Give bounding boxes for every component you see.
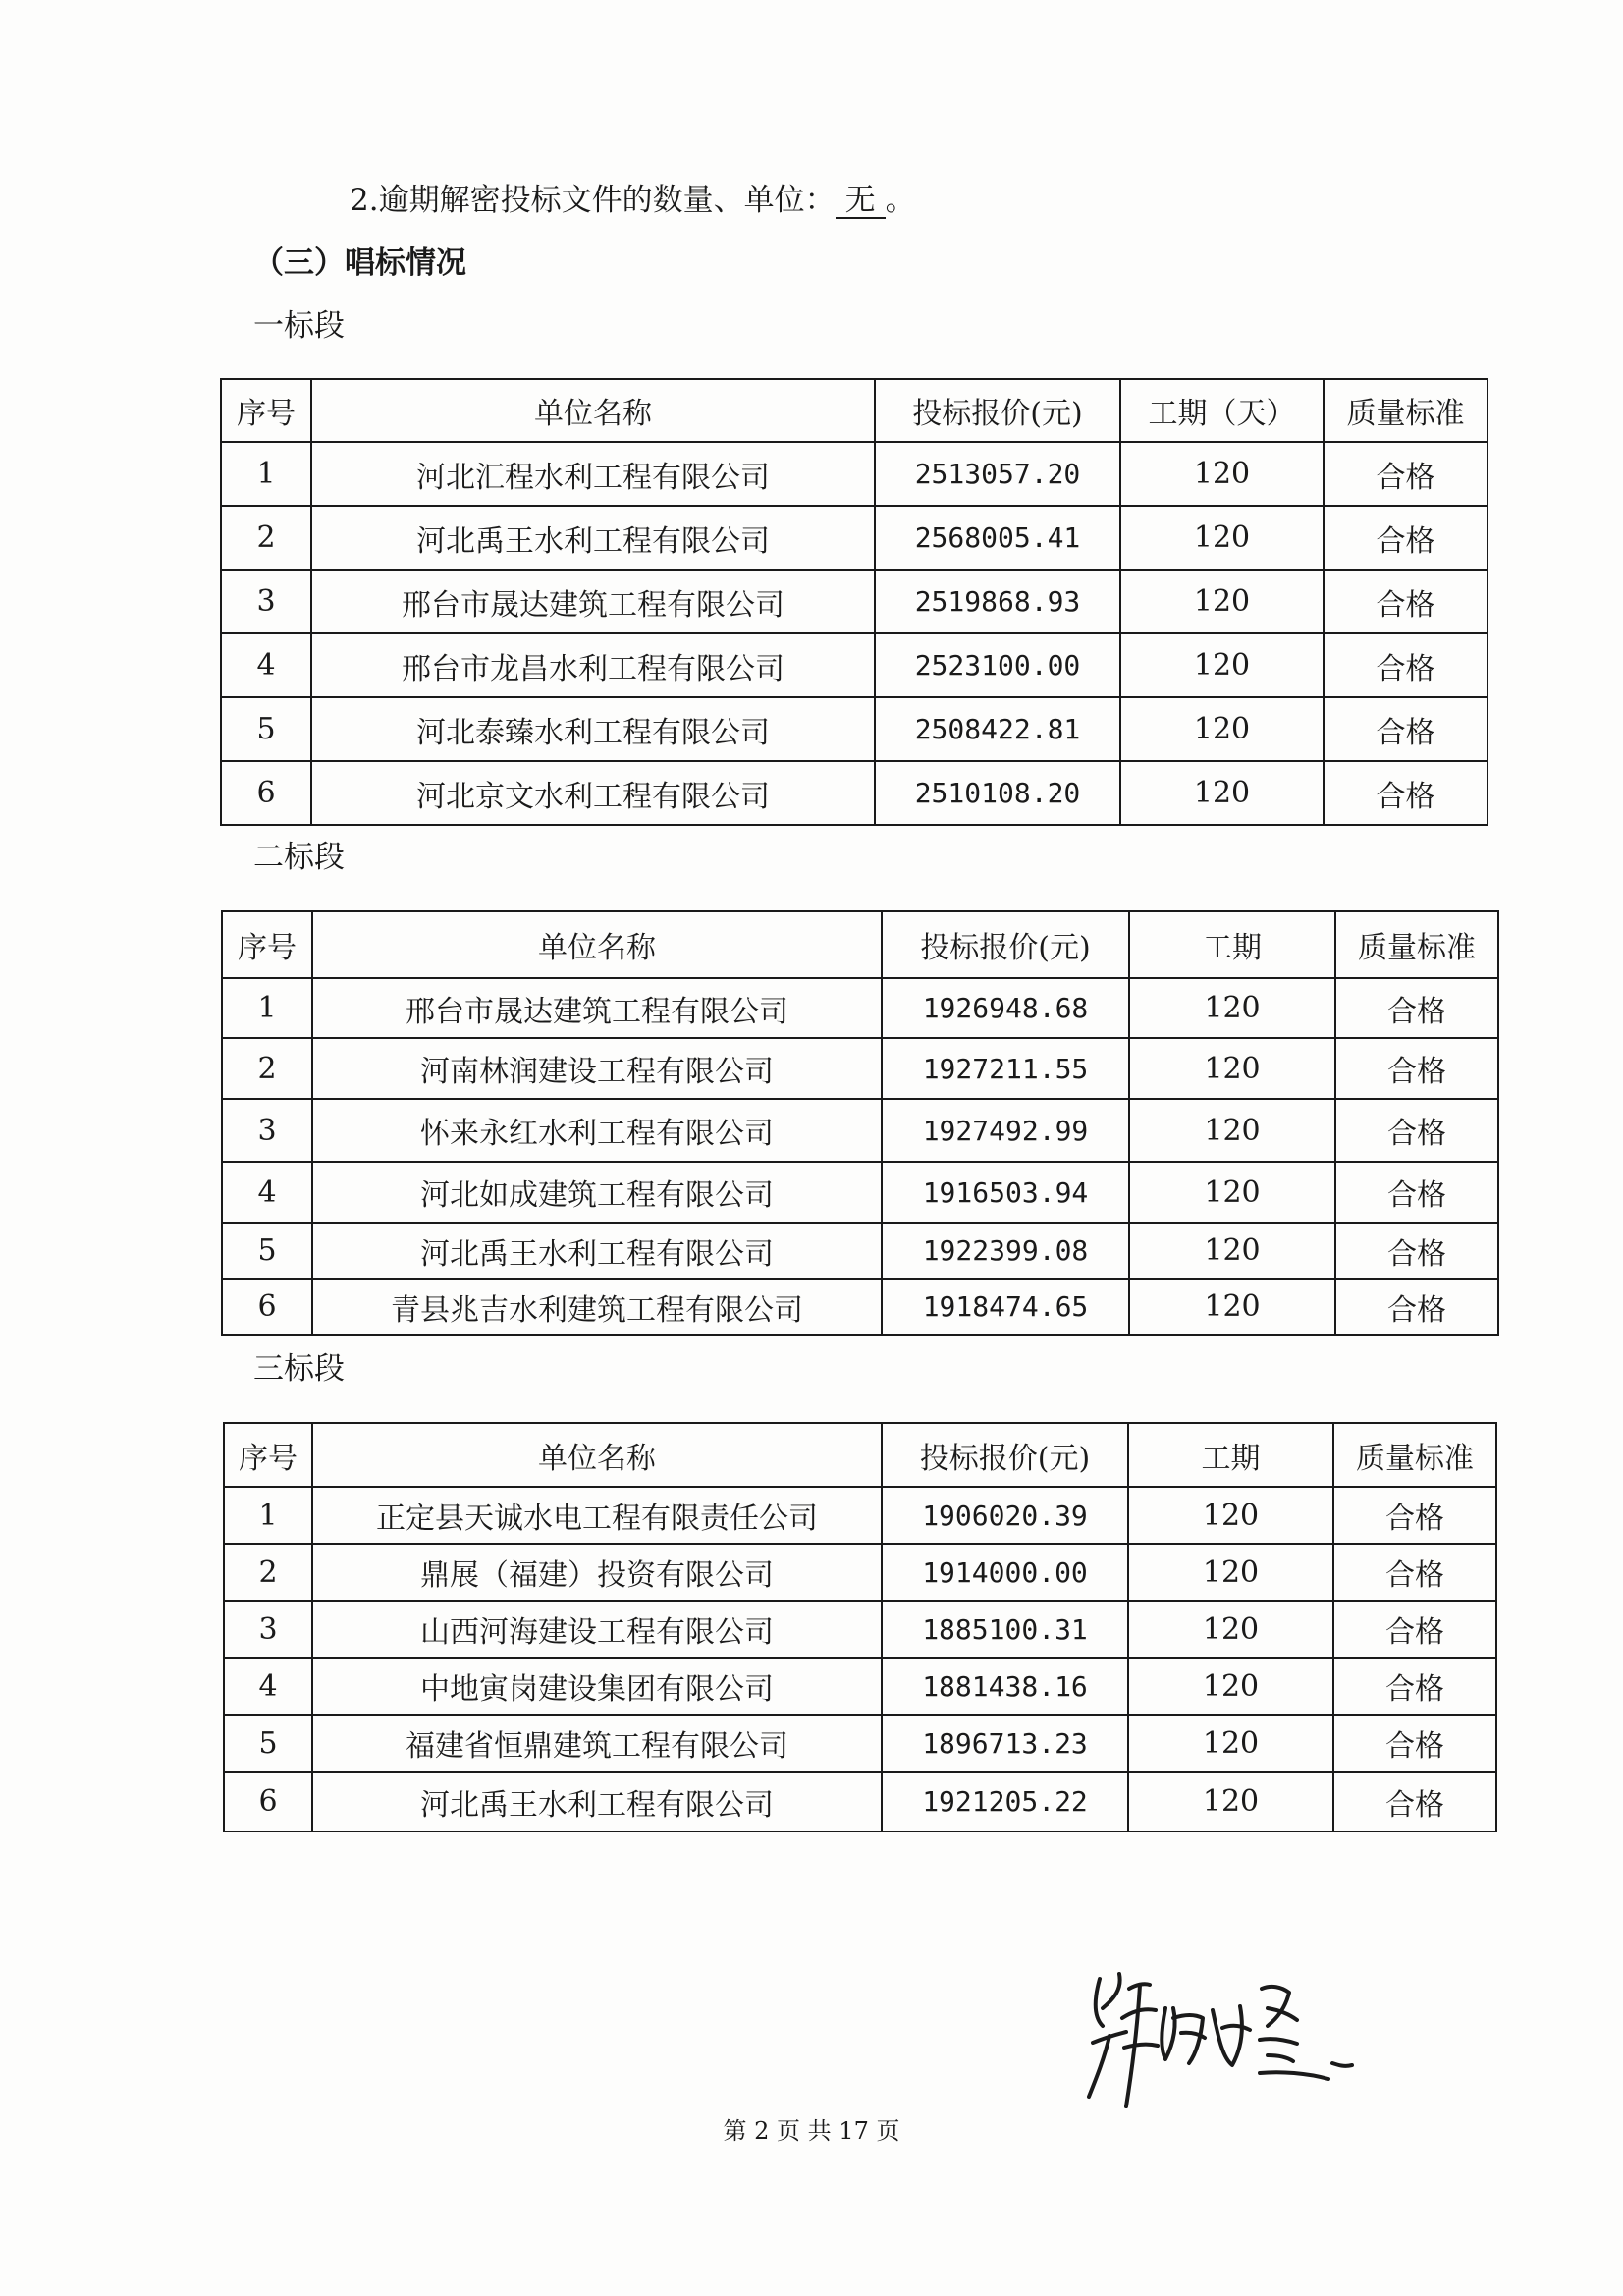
header-company: 单位名称 [312, 911, 882, 978]
cell-company: 河北泰臻水利工程有限公司 [311, 697, 875, 761]
table-header-row [222, 911, 1498, 978]
table-row [222, 1038, 1498, 1099]
cell-quality: 合格 [1324, 506, 1488, 570]
table-row [221, 570, 1488, 633]
cell-company: 邢台市龙昌水利工程有限公司 [311, 633, 875, 697]
cell-price: 1926948.68 [882, 978, 1129, 1038]
cell-company: 鼎展（福建）投资有限公司 [312, 1544, 882, 1601]
cell-quality: 合格 [1324, 761, 1488, 825]
cell-quality: 合格 [1324, 633, 1488, 697]
cell-company: 福建省恒鼎建筑工程有限公司 [312, 1715, 882, 1772]
header-company: 单位名称 [311, 379, 875, 442]
cell-duration: 120 [1129, 1279, 1335, 1335]
cell-company: 青县兆吉水利建筑工程有限公司 [312, 1279, 882, 1335]
cell-seq: 6 [224, 1772, 312, 1831]
section-1-table [220, 378, 1488, 826]
signature-strokes [1089, 1974, 1352, 2106]
cell-quality: 合格 [1335, 1223, 1498, 1279]
table-row [221, 697, 1488, 761]
cell-company: 邢台市晟达建筑工程有限公司 [312, 978, 882, 1038]
table-header-row [221, 379, 1488, 442]
cell-company: 河北禹王水利工程有限公司 [312, 1772, 882, 1831]
table-row [222, 1162, 1498, 1223]
header-quality: 质量标准 [1333, 1423, 1496, 1487]
table-row [222, 1223, 1498, 1279]
cell-seq: 3 [221, 570, 311, 633]
cell-price: 1922399.08 [882, 1223, 1129, 1279]
section-1-title: 一标段 [253, 308, 345, 344]
cell-duration: 120 [1129, 1223, 1335, 1279]
cell-price: 2510108.20 [875, 761, 1120, 825]
cell-quality: 合格 [1335, 1279, 1498, 1335]
cell-seq: 2 [222, 1038, 312, 1099]
table-row [224, 1715, 1496, 1772]
overdue-label: 2.逾期解密投标文件的数量、单位： [350, 183, 836, 218]
page-footer: 第 2 页 共 17 页 [723, 2117, 900, 2145]
cell-company: 河南林润建设工程有限公司 [312, 1038, 882, 1099]
header-seq: 序号 [221, 379, 311, 442]
cell-seq: 4 [224, 1658, 312, 1715]
cell-price: 1918474.65 [882, 1279, 1129, 1335]
header-company: 单位名称 [312, 1423, 882, 1487]
table-row [221, 442, 1488, 506]
cell-duration: 120 [1129, 1038, 1335, 1099]
header-quality: 质量标准 [1335, 911, 1498, 978]
cell-price: 1914000.00 [882, 1544, 1128, 1601]
overdue-suffix: 。 [885, 183, 916, 218]
cell-duration: 120 [1120, 570, 1324, 633]
table-row [224, 1544, 1496, 1601]
table-row [222, 978, 1498, 1038]
section-3-table [223, 1422, 1497, 1832]
cell-company: 河北禹王水利工程有限公司 [312, 1223, 882, 1279]
signature-image [1075, 1949, 1370, 2116]
cell-quality: 合格 [1333, 1772, 1496, 1831]
cell-quality: 合格 [1335, 978, 1498, 1038]
cell-quality: 合格 [1324, 697, 1488, 761]
cell-seq: 2 [224, 1544, 312, 1601]
cell-duration: 120 [1128, 1601, 1333, 1658]
cell-price: 2523100.00 [875, 633, 1120, 697]
header-duration: 工期 [1128, 1423, 1333, 1487]
cell-duration: 120 [1120, 633, 1324, 697]
header-price: 投标报价(元) [875, 379, 1120, 442]
table-row [221, 761, 1488, 825]
cell-company: 河北京文水利工程有限公司 [311, 761, 875, 825]
cell-duration: 120 [1120, 442, 1324, 506]
cell-company: 邢台市晟达建筑工程有限公司 [311, 570, 875, 633]
section-2-table [221, 910, 1499, 1336]
table-row [221, 633, 1488, 697]
cell-seq: 3 [224, 1601, 312, 1658]
cell-company: 正定县天诚水电工程有限责任公司 [312, 1487, 882, 1544]
header-price: 投标报价(元) [882, 1423, 1128, 1487]
cell-company: 怀来永红水利工程有限公司 [312, 1099, 882, 1162]
cell-quality: 合格 [1333, 1487, 1496, 1544]
cell-duration: 120 [1128, 1658, 1333, 1715]
cell-duration: 120 [1129, 1099, 1335, 1162]
cell-company: 河北汇程水利工程有限公司 [311, 442, 875, 506]
cell-seq: 3 [222, 1099, 312, 1162]
cell-price: 1921205.22 [882, 1772, 1128, 1831]
cell-price: 2513057.20 [875, 442, 1120, 506]
table-row [224, 1601, 1496, 1658]
table-row [224, 1772, 1496, 1831]
cell-duration: 120 [1129, 978, 1335, 1038]
cell-quality: 合格 [1324, 570, 1488, 633]
table-row [222, 1099, 1498, 1162]
table-row [224, 1487, 1496, 1544]
cell-company: 河北禹王水利工程有限公司 [311, 506, 875, 570]
cell-price: 1906020.39 [882, 1487, 1128, 1544]
section-3-title: 三标段 [253, 1351, 345, 1387]
cell-quality: 合格 [1324, 442, 1488, 506]
cell-price: 1885100.31 [882, 1601, 1128, 1658]
cell-seq: 5 [222, 1223, 312, 1279]
cell-quality: 合格 [1335, 1099, 1498, 1162]
cell-seq: 1 [224, 1487, 312, 1544]
cell-quality: 合格 [1335, 1162, 1498, 1223]
header-seq: 序号 [224, 1423, 312, 1487]
cell-price: 1881438.16 [882, 1658, 1128, 1715]
cell-duration: 120 [1128, 1715, 1333, 1772]
cell-seq: 5 [221, 697, 311, 761]
table-row [224, 1658, 1496, 1715]
cell-duration: 120 [1128, 1772, 1333, 1831]
cell-seq: 6 [221, 761, 311, 825]
cell-company: 河北如成建筑工程有限公司 [312, 1162, 882, 1223]
cell-duration: 120 [1120, 761, 1324, 825]
cell-duration: 120 [1120, 506, 1324, 570]
cell-company: 山西河海建设工程有限公司 [312, 1601, 882, 1658]
table-row [222, 1279, 1498, 1335]
section-2-title: 二标段 [253, 840, 345, 875]
header-duration: 工期 [1129, 911, 1335, 978]
cell-price: 2508422.81 [875, 697, 1120, 761]
header-seq: 序号 [222, 911, 312, 978]
cell-duration: 120 [1120, 697, 1324, 761]
cell-seq: 4 [221, 633, 311, 697]
header-duration: 工期（天） [1120, 379, 1324, 442]
cell-quality: 合格 [1333, 1544, 1496, 1601]
cell-seq: 5 [224, 1715, 312, 1772]
header-quality: 质量标准 [1324, 379, 1488, 442]
cell-seq: 2 [221, 506, 311, 570]
cell-duration: 120 [1129, 1162, 1335, 1223]
cell-company: 中地寅岗建设集团有限公司 [312, 1658, 882, 1715]
cell-duration: 120 [1128, 1487, 1333, 1544]
cell-seq: 6 [222, 1279, 312, 1335]
overdue-value: 无 [836, 184, 886, 219]
cell-price: 2519868.93 [875, 570, 1120, 633]
cell-price: 1896713.23 [882, 1715, 1128, 1772]
header-price: 投标报价(元) [882, 911, 1129, 978]
cell-quality: 合格 [1333, 1715, 1496, 1772]
cell-quality: 合格 [1333, 1658, 1496, 1715]
cell-price: 2568005.41 [875, 506, 1120, 570]
cell-seq: 1 [221, 442, 311, 506]
cell-quality: 合格 [1335, 1038, 1498, 1099]
table-header-row [224, 1423, 1496, 1487]
cell-price: 1916503.94 [882, 1162, 1129, 1223]
overdue-decryption-line [350, 181, 916, 220]
section-heading: （三）唱标情况 [253, 246, 466, 281]
cell-duration: 120 [1128, 1544, 1333, 1601]
cell-quality: 合格 [1333, 1601, 1496, 1658]
cell-seq: 4 [222, 1162, 312, 1223]
cell-price: 1927492.99 [882, 1099, 1129, 1162]
table-row [221, 506, 1488, 570]
cell-seq: 1 [222, 978, 312, 1038]
cell-price: 1927211.55 [882, 1038, 1129, 1099]
